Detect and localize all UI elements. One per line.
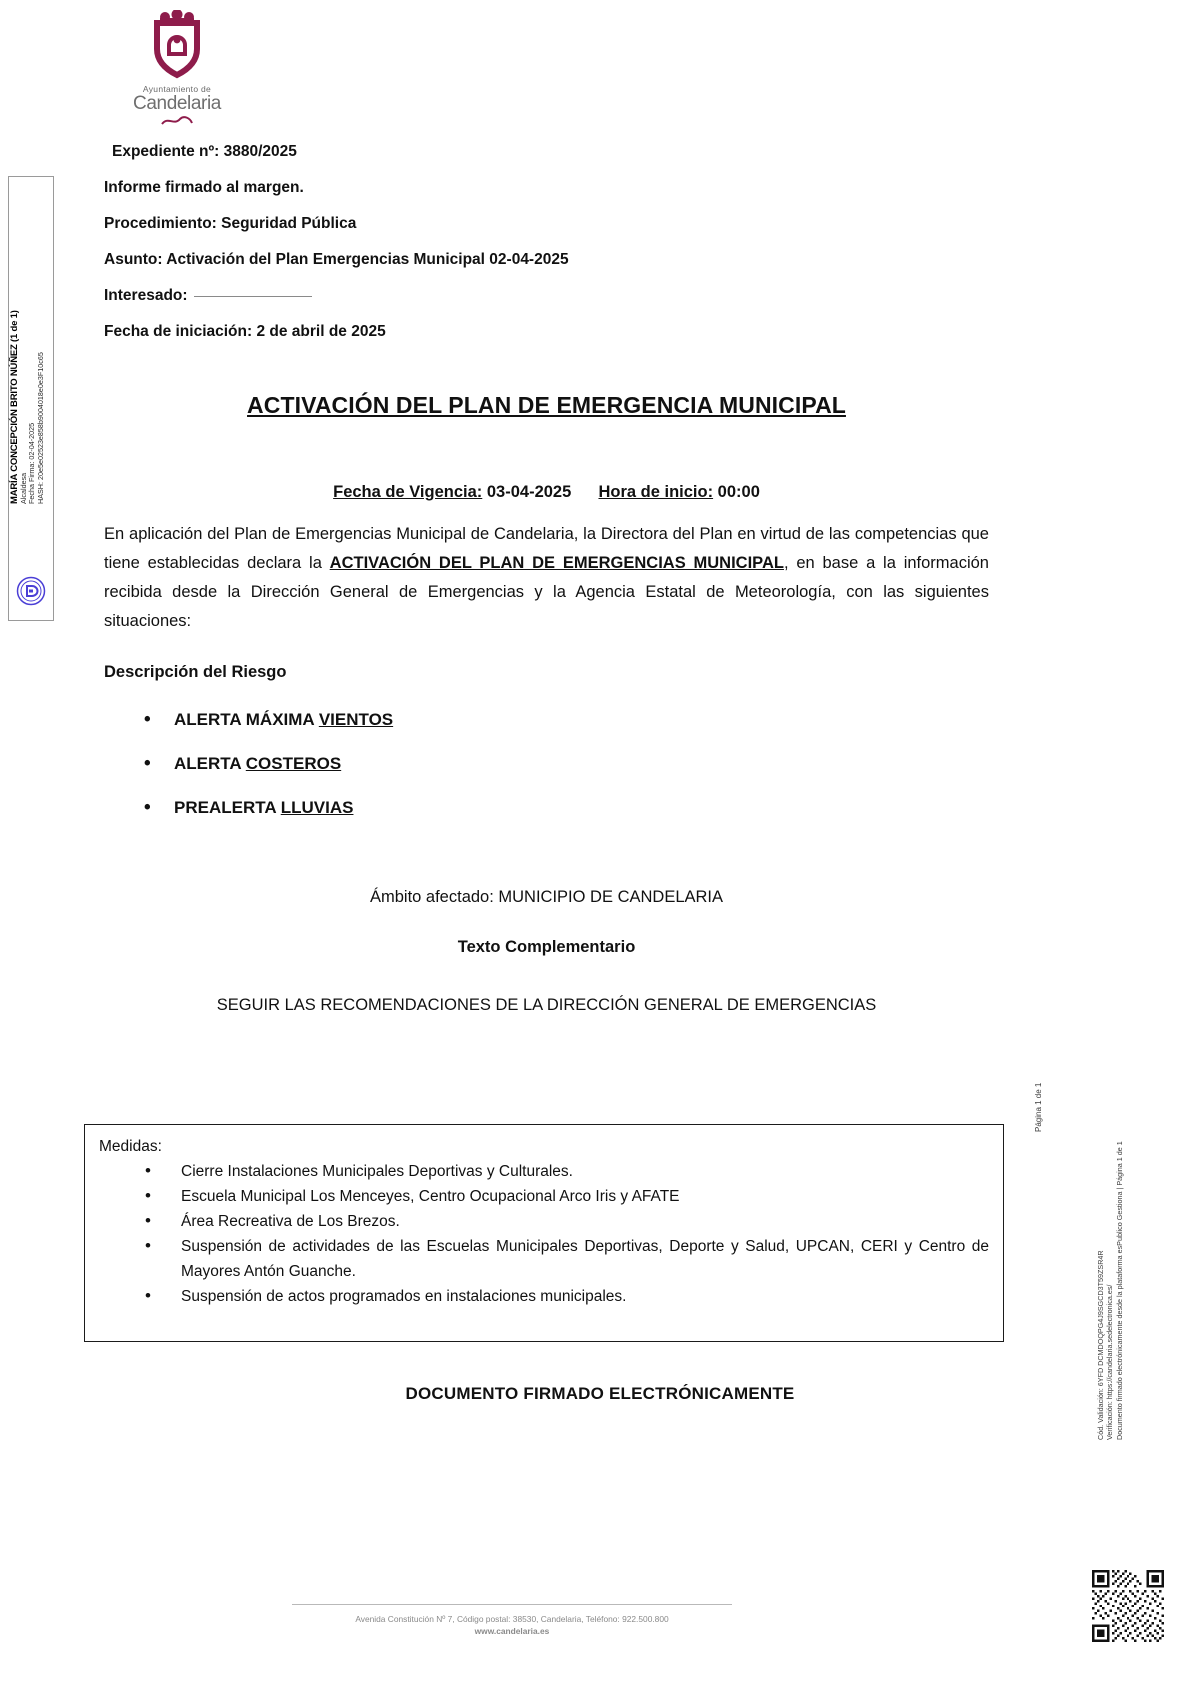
signature-hash: HASH: 20e5e02523e858b9004018e0e3F10c65 [35,352,45,504]
footer-address: Avenida Constitución Nº 7, Código postal: 38530, Candelaria, Teléfono: 922.500.800 [355,1614,669,1624]
list-item [104,742,989,786]
list-item: • Área Recreativa de Los Brezos. [99,1209,989,1234]
risk-list [104,698,989,830]
page-title: ACTIVACIÓN DEL PLAN DE EMERGENCIA MUNICIPAL [247,392,846,418]
asunto-line: Asunto: Activación del Plan Emergencias Municipal 02-04-2025 [104,251,569,268]
signature-margin-strip [8,176,54,621]
vigencia-hour-label: Hora de inicio: [598,483,714,501]
list-item: • Suspensión de actividades de las Escuelas Municipales Deportivas, Deporte y Salud, UPCAN, CERI y Centro de Mayores Antón Guanche. [99,1234,989,1284]
risk-heading: Descripción del Riesgo [104,663,287,681]
verification-url: Verificación: https://candelaria.sedelectronica.es/ [1105,1284,1115,1440]
interesado-blank [194,295,312,297]
list-item [104,698,989,742]
risk-emphasis: COSTEROS [245,754,342,773]
fecha-iniciacion-line: Fecha de iniciación: 2 de abril de 2025 [104,323,386,340]
verification-margin-text [1096,1140,1142,1440]
risk-prefix: ALERTA MÁXIMA [174,710,319,729]
logo-org-name: Candelaria [133,93,221,114]
texto-complementario-body: SEGUIR LAS RECOMENDACIONES DE LA DIRECCIÓN GENERAL DE EMERGENCIAS [216,996,877,1014]
list-item: • Suspensión de actos programados en instalaciones municipales. [99,1284,989,1309]
document-body [104,134,989,1020]
declaration-part1: En aplicación del Plan de Emergencias Municipal de Candelaria, la Directora del Plan en virtud de las competencias que tiene establecidas declara la [104,525,989,572]
validation-code: Cód. Validación: 6YFD DCMDOQPG4J9SGCD3T59ZSR4R [1096,1250,1105,1440]
vigencia-line [104,483,989,502]
list-item: • Cierre Instalaciones Municipales Deportivas y Culturales. [99,1159,989,1184]
expediente-line: Expediente nº: 3880/2025 [112,143,297,160]
page-number-margin: Página 1 de 1 [1034,1082,1043,1132]
risk-emphasis: VIENTOS [318,710,394,729]
platform-notice: Documento firmado electrónicamente desde la plataforma esPublico Gestiona | Página 1 de 1 [1114,1141,1124,1440]
footer-contact [232,1613,792,1637]
risk-prefix: PREALERTA [174,798,281,817]
signed-electronically-notice: DOCUMENTO FIRMADO ELECTRÓNICAMENTE [405,1384,795,1403]
measures-box [84,1124,1004,1342]
ambito-afectado: Ámbito afectado: MUNICIPIO DE CANDELARIA [369,888,724,906]
coat-of-arms-icon [149,10,205,82]
informe-line: Informe firmado al margen. [104,179,304,196]
vigencia-date-label: Fecha de Vigencia: [333,483,483,501]
logo-flourish-icon [160,114,194,128]
risk-prefix: ALERTA [174,754,246,773]
vigencia-date-value: 03-04-2025 [486,483,572,501]
signer-name: MARÍA CONCEPCIÓN BRITO NÚÑEZ (1 de 1) [9,310,20,504]
texto-complementario-heading: Texto Complementario [457,938,636,956]
footer-divider [292,1604,732,1605]
signature-date: Fecha Firma: 02-04-2025 [27,422,37,504]
measures-heading: Medidas: [99,1138,162,1155]
interesado-label: Interesado: [104,287,188,304]
signature-margin-rotated-text [9,177,55,622]
signer-role: Alcaldesa [19,472,28,504]
interesado-line [104,278,989,314]
vigencia-hour-value: 00:00 [717,483,760,501]
risk-emphasis: LLUVIAS [280,798,354,817]
list-item: • Escuela Municipal Los Menceyes, Centro Ocupacional Arco Iris y AFATE [99,1184,989,1209]
list-item [104,786,989,830]
footer-website: www.candelaria.es [474,1626,550,1636]
measures-list [99,1159,989,1309]
procedimiento-line: Procedimiento: Seguridad Pública [104,215,357,232]
declaration-paragraph [104,520,989,636]
logo-org-prefix: Ayuntamiento de [142,84,212,94]
electronic-seal-icon [16,576,46,606]
qr-code-icon [1092,1570,1164,1642]
declaration-emphasis: ACTIVACIÓN DEL PLAN DE EMERGENCIAS MUNICIPAL [329,554,784,572]
municipal-logo [118,10,236,133]
declaration-part2: , en base a la información recibida desde la Dirección General de Emergencias y la Agencia Estatal de Meteorología, con las siguientes situaciones: [104,554,989,630]
